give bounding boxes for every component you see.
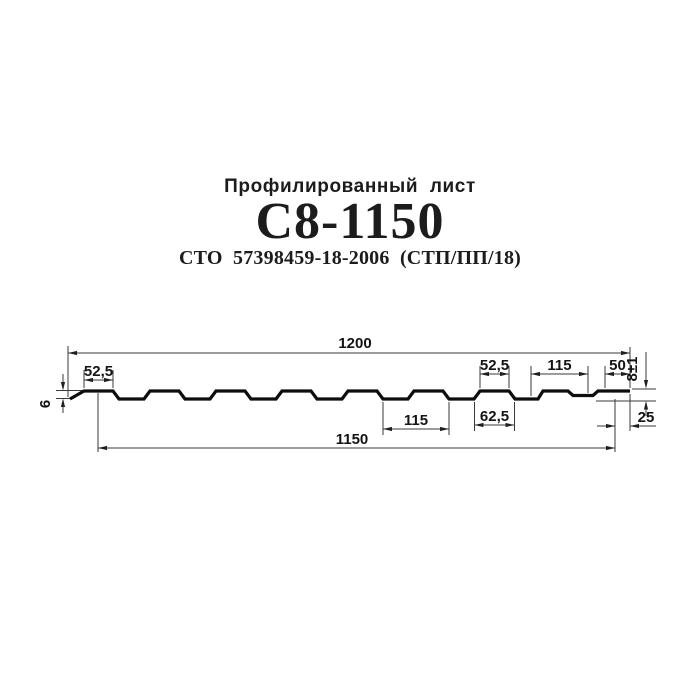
profile-sheet-outline bbox=[70, 391, 630, 399]
dim-edge-lip: 6 bbox=[37, 399, 54, 409]
dim-end-flat: 50 bbox=[609, 357, 626, 374]
dim-crest-left: 52,5 bbox=[83, 363, 114, 380]
dim-useful-width: 1150 bbox=[335, 431, 369, 448]
dim-pitch-bottom: 115 bbox=[403, 412, 429, 429]
dim-crest-right: 52,5 bbox=[479, 357, 510, 374]
standard-reference: СТО 57398459-18-2006 (СТП/ПП/18) bbox=[178, 247, 522, 269]
dim-pitch-top: 115 bbox=[547, 357, 572, 374]
dim-overlap: 25 bbox=[637, 409, 655, 426]
profile-model-title: С8-1150 bbox=[255, 193, 445, 250]
dim-base-width: 62,5 bbox=[479, 408, 510, 425]
dim-total-width: 1200 bbox=[338, 335, 372, 352]
dim-profile-height: 8±1 bbox=[624, 356, 641, 382]
page-subtitle: Профилированный лист bbox=[224, 176, 476, 197]
